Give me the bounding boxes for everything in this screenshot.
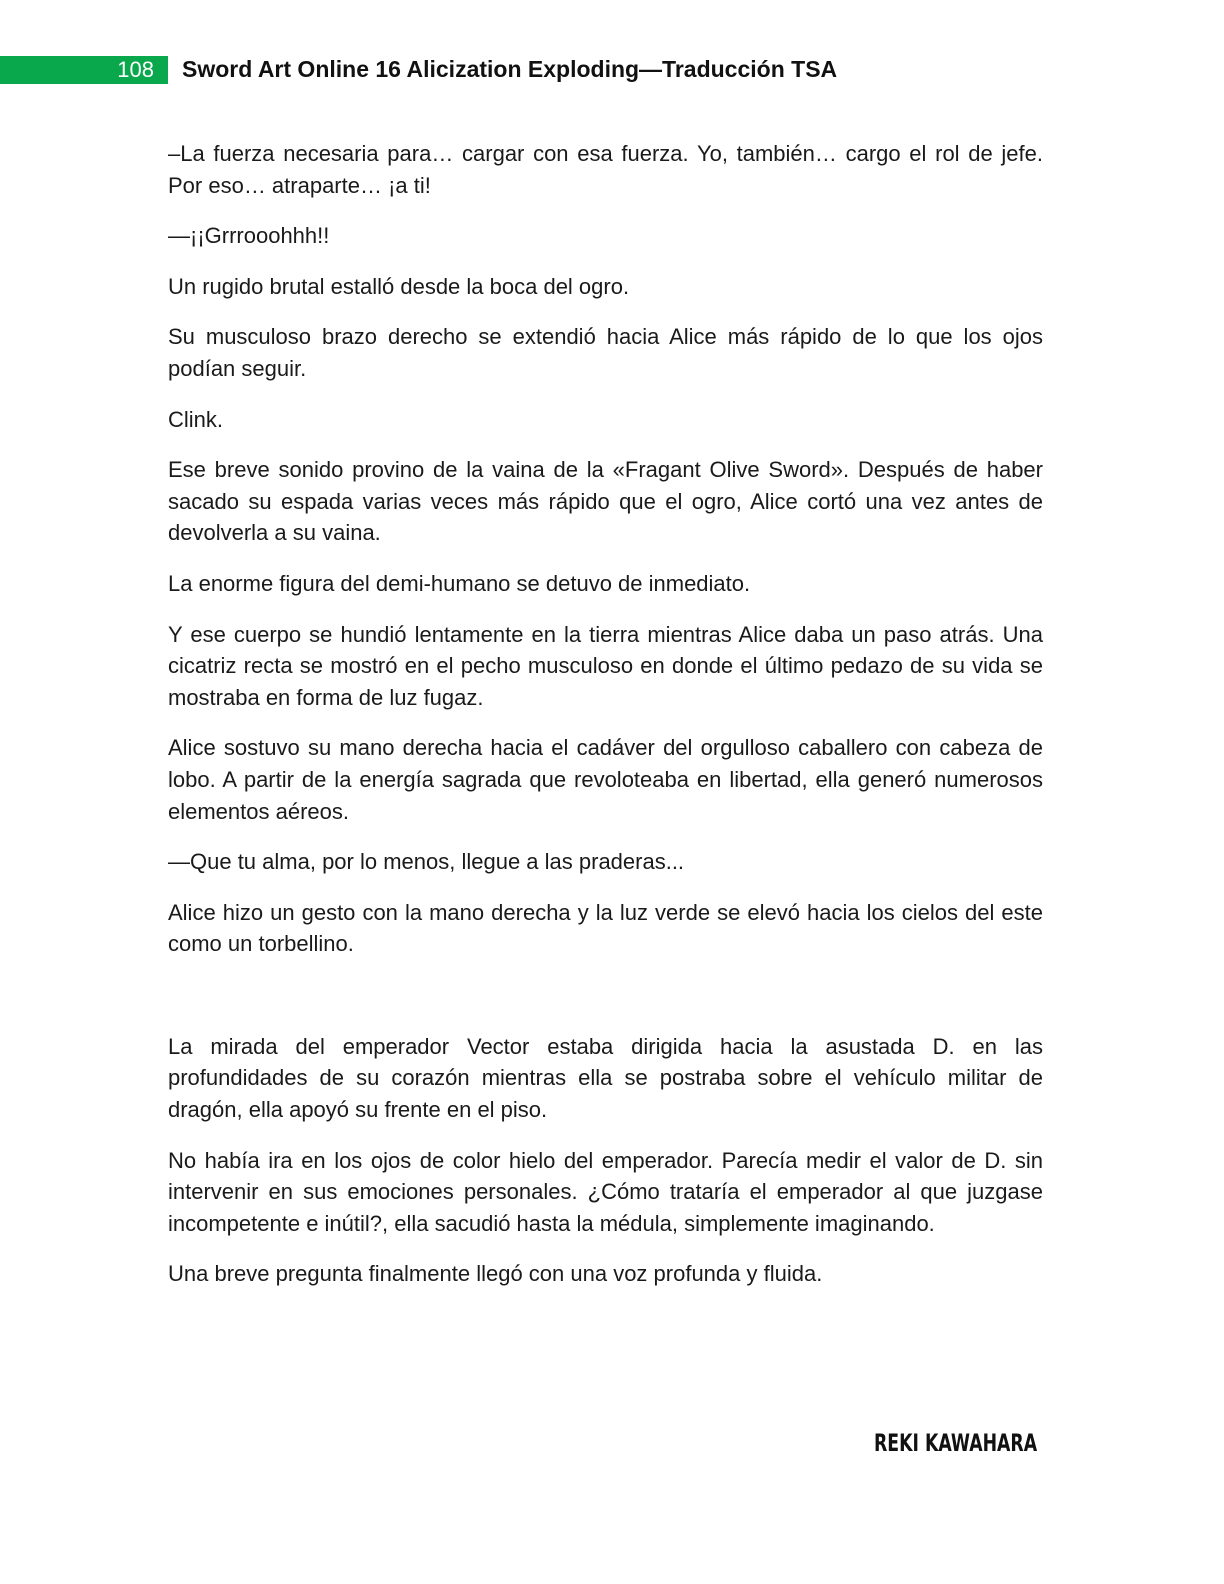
paragraph: La enorme figura del demi-humano se detuvo de inmediato.: [168, 570, 751, 596]
paragraph: Y ese cuerpo se hundió lentamente en la tierra mientras Alice daba un paso atrás. Una cicatriz recta se mostró en el pecho musculoso en donde el último pedazo de su vida se mostraba en forma de luz fugaz.: [168, 621, 1043, 710]
paragraph: —Que tu alma, por lo menos, llegue a las praderas...: [168, 849, 685, 875]
paragraph: Una breve pregunta finalmente llegó con una voz profunda y fluida.: [168, 1261, 823, 1287]
paragraph: Un rugido brutal estalló desde la boca del ogro.: [168, 273, 630, 299]
paragraph: —¡¡Grrrooohhh!!: [168, 223, 330, 249]
page-body: [168, 138, 1043, 1309]
running-header-title: Sword Art Online 16 Alicization Exploding—Traducción TSA: [182, 56, 838, 82]
paragraph: No había ira en los ojos de color hielo del emperador. Parecía medir el valor de D. sin intervenir en sus emociones personales. ¿Cómo trataría el emperador al que juzgase incompetente e inútil?, ella sacudió hasta la médula, simplemente imaginando.: [168, 1147, 1043, 1236]
paragraph: Alice hizo un gesto con la mano derecha y la luz verde se elevó hacia los cielos del este como un torbellino.: [168, 899, 1043, 957]
page-number: 108: [117, 57, 154, 82]
scene-break-spacer: [168, 979, 1043, 1031]
paragraph: Su musculoso brazo derecho se extendió hacia Alice más rápido de lo que los ojos podían seguir.: [168, 324, 1043, 381]
paragraph: Clink.: [168, 406, 224, 432]
paragraph: Alice sostuvo su mano derecha hacia el cadáver del orgulloso caballero con cabeza de lobo. A partir de la energía sagrada que revoloteaba en libertad, ella generó numerosos elementos aéreos.: [168, 735, 1043, 824]
paragraph: La mirada del emperador Vector estaba dirigida hacia la asustada D. en las profundidades de su corazón mientras ella se postraba sobre el vehículo militar de dragón, ella apoyó su frente en el piso.: [168, 1033, 1043, 1123]
paragraph: Ese breve sonido provino de la vaina de la «Fragant Olive Sword». Después de haber sacado su espada varias veces más rápido que el ogro, Alice cortó una vez antes de devolverla a su vaina.: [168, 457, 1043, 546]
paragraph: –La fuerza necesaria para… cargar con esa fuerza. Yo, también… cargo el rol de jefe. Por eso… atraparte… ¡a ti!: [168, 141, 1043, 198]
author-footer: REKI KAWAHARA: [874, 1429, 1038, 1457]
